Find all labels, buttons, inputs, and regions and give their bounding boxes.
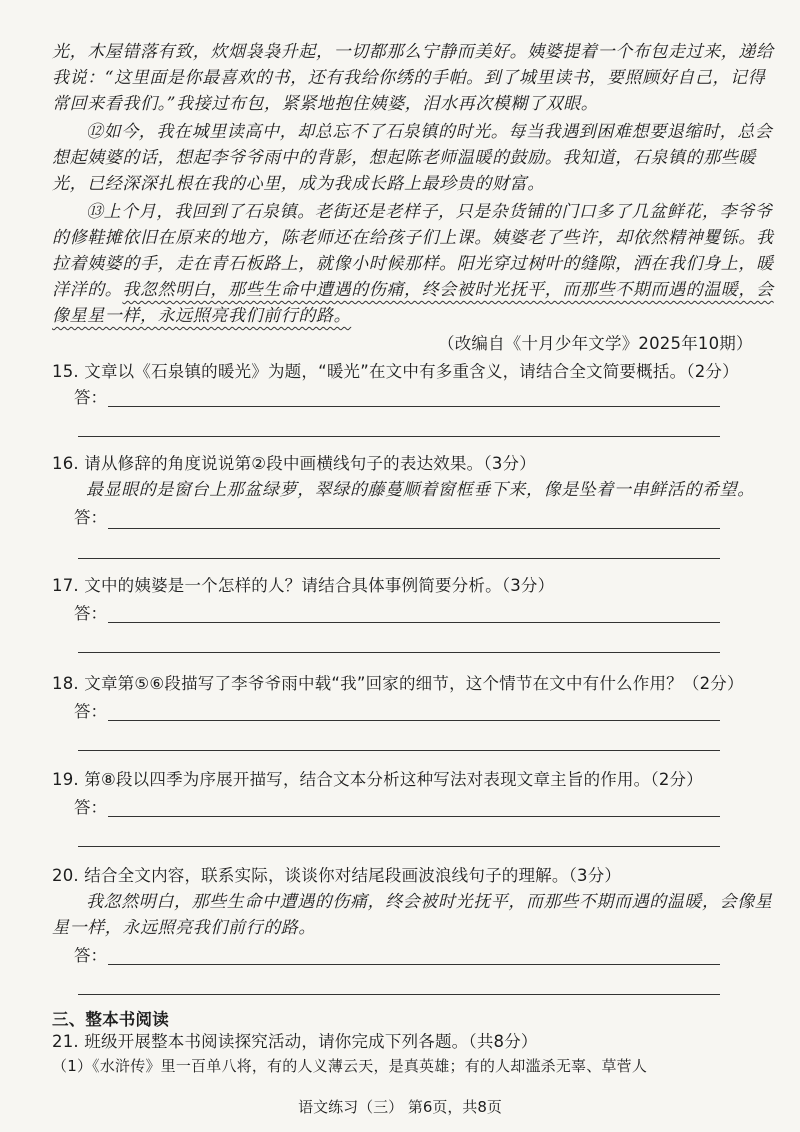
answer-label: 答： [74,508,107,527]
section-heading: 三、整本书阅读 [52,1010,169,1029]
quoted-sentence: 我忽然明白，那些生命中遭遇的伤痛，终会被时光抚平，而那些不期而遇的温暖，会像星 [86,892,773,912]
answer-label: 答： [74,798,107,817]
answer-line[interactable] [78,436,720,437]
question-16: 16. 请从修辞的角度说说第②段中画横线句子的表达效果。（3分） [52,454,536,473]
question-17: 17. 文中的姨婆是一个怎样的人？请结合具体事例简要分析。（3分） [52,576,555,595]
question-20: 20. 结合全文内容，联系实际，谈谈你对结尾段画波浪线句子的理解。（3分） [52,866,622,885]
paragraph-13-line: ⑬上个月，我回到了石泉镇。老街还是老样子，只是杂货铺的门口多了几盆鲜花，李爷爷 [86,202,773,222]
passage-line: 我说：“这里面是你最喜欢的书，还有我给你绣的手帕。到了城里读书，要照顾好自己，记得 [52,68,766,88]
answer-line[interactable] [78,994,720,995]
answer-line[interactable] [78,652,720,653]
answer-label: 答： [74,702,107,721]
wavy-underlined-sentence: 我忽然明白，那些生命中遭遇的伤痛，终会被时光抚平，而那些不期而遇的温暖，会 [122,280,774,300]
question-15: 15. 文章以《石泉镇的暖光》为题，“暖光”在文中有多重含义，请结合全文简要概括。（2分） [52,362,739,381]
paragraph-12-line: 光，已经深深扎根在我的心里，成为我成长路上最珍贵的财富。 [52,174,545,194]
paragraph-13-line: 的修鞋摊依旧在原来的地方，陈老师还在给孩子们上课。姨婆老了些许，却依然精神矍铄。我 [52,228,774,248]
quoted-sentence: 最显眼的是窗台上那盆绿萝，翠绿的藤蔓顺着窗框垂下来，像是坠着一串鲜活的希望。 [86,480,755,500]
wavy-underlined-sentence: 像星星一样，永远照亮我们前行的路。 [52,306,352,326]
paragraph-13-line: 拉着姨婆的手，走在青石板路上，就像小时候那样。阳光穿过树叶的缝隙，洒在我们身上，暖 [52,254,774,274]
answer-label: 答： [74,946,107,965]
answer-line[interactable] [108,622,720,623]
source-citation: （改编自《十月少年文学》2025年10期） [438,334,753,353]
paragraph-12-line: ⑫如今，我在城里读高中，却总忘不了石泉镇的时光。每当我遇到困难想要退缩时，总会 [86,122,773,142]
answer-label: 答： [74,388,107,407]
question-18: 18. 文章第⑤⑥段描写了李爷爷雨中载“我”回家的细节，这个情节在文中有什么作用？（2分） [52,674,744,693]
answer-label: 答： [74,604,107,623]
passage-line: 光，木屋错落有致，炊烟袅袅升起，一切都那么宁静而美好。姨婆提着一个布包走过来，递给 [52,42,774,62]
paragraph-12-line: 想起姨婆的话，想起李爷爷雨中的背影，想起陈老师温暖的鼓励。我知道，石泉镇的那些暖 [52,148,756,168]
question-21-1: （1）《水浒传》里一百单八将，有的人义薄云天，是真英雄；有的人却滥杀无辜、草菅人 [52,1057,648,1075]
page-footer: 语文练习（三） 第6页，共8页 [298,1098,502,1116]
paragraph-13-line [52,278,774,302]
passage-line: 常回来看我们。”我接过布包，紧紧地抱住姨婆，泪水再次模糊了双眼。 [52,94,599,114]
quoted-sentence: 星一样，永远照亮我们前行的路。 [52,918,316,938]
answer-line[interactable] [108,406,720,407]
question-19: 19. 第⑧段以四季为序展开描写，结合文本分析这种写法对表现文章主旨的作用。（2分） [52,770,703,789]
question-21: 21. 班级开展整本书阅读探究活动，请你完成下列各题。（共8分） [52,1032,538,1051]
paragraph-13-line [52,304,351,328]
answer-line[interactable] [78,558,720,559]
answer-line[interactable] [78,846,720,847]
answer-line[interactable] [108,720,720,721]
answer-line[interactable] [78,750,720,751]
plain-text: 洋洋的。 [52,280,123,300]
answer-line[interactable] [108,964,720,965]
answer-line[interactable] [108,816,720,817]
answer-line[interactable] [108,528,720,529]
